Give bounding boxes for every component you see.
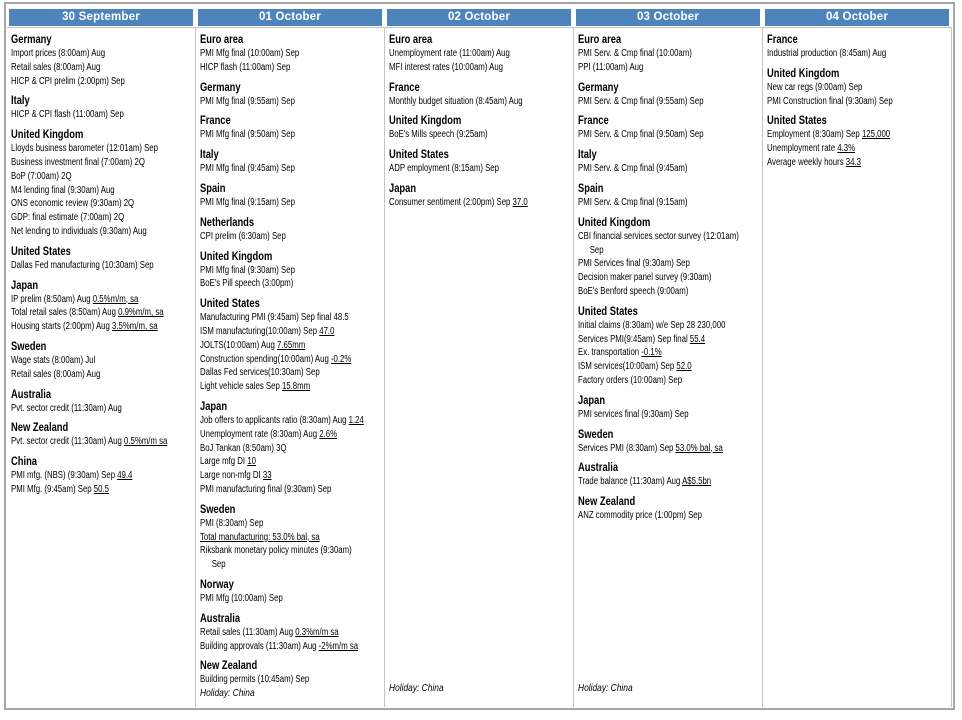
event-line xyxy=(11,259,153,273)
country-header: Japan xyxy=(11,277,39,292)
event-text: MFI interest rates (10:00am) Aug xyxy=(389,61,504,73)
event-text: Monthly budget situation (8:45am) Aug xyxy=(389,95,523,107)
event-line xyxy=(200,455,342,469)
event-text: Manufacturing PMI (9:45am) Sep final 48.5 xyxy=(200,312,349,324)
event-value: 55.4 xyxy=(689,333,706,345)
event-line xyxy=(578,257,720,271)
event-line xyxy=(578,47,720,61)
country-section xyxy=(200,606,382,654)
event-line xyxy=(200,626,342,640)
date-header: 04 October xyxy=(765,9,949,26)
event-line xyxy=(11,469,153,483)
country-header: Italy xyxy=(11,93,30,108)
event-value: 33 xyxy=(262,470,272,482)
event-text: ADP employment (8:15am) Sep xyxy=(389,163,499,175)
event-value: 10 xyxy=(247,456,256,468)
event-text: Wage stats (8:00am) Jul xyxy=(11,354,96,366)
event-line xyxy=(11,293,153,307)
country-header: Sweden xyxy=(200,501,236,516)
event-text: PMI Serv. & Cmp final (9:55am) Sep xyxy=(578,95,704,107)
event-text: IP prelim (8:50am) Aug xyxy=(11,293,91,305)
country-section xyxy=(200,75,382,109)
event-text: Unemployment rate (11:00am) Aug xyxy=(389,48,510,59)
event-text: PMI manufacturing final (9:30am) Sep xyxy=(200,483,332,495)
event-text: GDP: final estimate (7:00am) 2Q xyxy=(11,212,125,224)
event-text: PMI Services final (9:30am) Sep xyxy=(578,258,690,270)
country-section xyxy=(389,75,571,109)
country-header: Italy xyxy=(200,147,219,162)
event-line xyxy=(578,128,720,142)
event-line xyxy=(11,306,164,320)
event-value: 4.3% xyxy=(837,143,856,155)
event-text: Pvt. sector credit (11:30am) Aug xyxy=(11,402,122,414)
event-line xyxy=(200,544,352,558)
country-header: United States xyxy=(11,243,71,258)
country-header: Germany xyxy=(11,32,52,46)
event-line xyxy=(11,368,153,382)
event-line xyxy=(11,184,153,198)
country-header: Netherlands xyxy=(200,214,255,229)
event-text: Total retail sales (8:50am) Aug xyxy=(11,307,116,319)
country-section xyxy=(578,388,760,422)
event-text: PMI Serv. & Cmp final (10:00am) xyxy=(578,48,692,59)
event-line xyxy=(578,360,720,374)
event-text: New car regs (9:00am) Sep xyxy=(767,81,863,93)
country-header: Australia xyxy=(200,610,241,625)
event-value: 0.5%m/m, sa xyxy=(92,293,139,305)
event-value: 7.65mm xyxy=(277,339,306,351)
country-header: United States xyxy=(767,113,827,128)
event-value: 34.3 xyxy=(845,156,861,168)
country-header: United States xyxy=(200,296,260,311)
event-line xyxy=(578,509,720,523)
event-line xyxy=(200,61,342,75)
event-text: PPI (11:00am) Aug xyxy=(578,61,644,73)
event-line xyxy=(11,170,153,184)
event-line xyxy=(11,75,153,89)
event-text: Ex. transportation xyxy=(578,347,640,359)
event-line xyxy=(389,196,531,210)
event-value: 50.5 xyxy=(93,483,109,495)
event-line xyxy=(389,128,531,142)
country-section xyxy=(11,88,193,122)
event-text: PMI Mfg (10:00am) Sep xyxy=(200,592,283,604)
country-section xyxy=(200,244,382,292)
event-text: Building approvals (11:30am) Aug xyxy=(200,640,317,652)
event-line xyxy=(767,47,909,61)
event-line xyxy=(200,469,342,483)
event-text: BoE's Mills speech (9:25am) xyxy=(389,129,488,141)
country-section xyxy=(578,31,760,75)
event-text: Job offers to applicants ratio (8:30am) Aug xyxy=(200,414,347,426)
event-value: A$5.5bn xyxy=(682,476,712,488)
event-line xyxy=(11,211,153,225)
event-line xyxy=(578,346,720,360)
day-events xyxy=(7,27,196,707)
event-line xyxy=(767,128,909,142)
country-header: New Zealand xyxy=(200,658,258,673)
country-section xyxy=(11,122,193,239)
event-text: PMI (8:30am) Sep xyxy=(200,517,264,529)
country-header: China xyxy=(11,454,38,469)
event-line xyxy=(200,325,342,339)
country-header: France xyxy=(200,113,231,128)
event-line xyxy=(200,339,342,353)
event-text: HICP & CPI flash (11:00am) Sep xyxy=(11,109,124,121)
event-text: Dallas Fed manufacturing (10:30am) Sep xyxy=(11,259,154,271)
country-section xyxy=(389,142,571,176)
country-section xyxy=(11,382,193,416)
event-text: Net lending to individuals (9:30am) Aug xyxy=(11,225,147,237)
country-header: France xyxy=(767,32,798,46)
event-line xyxy=(200,95,342,109)
event-value: 3.5%m/m, sa xyxy=(112,321,158,333)
country-header: Germany xyxy=(578,79,619,94)
event-text: Retail sales (8:00am) Aug xyxy=(11,368,101,380)
event-line xyxy=(578,230,739,244)
event-value: 0.9%m/m, sa xyxy=(118,307,164,319)
event-line xyxy=(200,517,342,531)
event-line xyxy=(200,673,342,687)
country-header: Euro area xyxy=(200,32,244,46)
event-line xyxy=(578,95,720,109)
event-text: CBI financial services sector survey (12:01am) xyxy=(578,230,739,242)
event-value: 2.6% xyxy=(319,428,338,440)
event-line xyxy=(767,81,909,95)
event-line xyxy=(578,333,720,347)
event-text: Average weekly hours xyxy=(767,156,844,168)
event-line xyxy=(200,353,352,367)
country-header: United States xyxy=(389,147,449,162)
country-section xyxy=(578,210,760,299)
country-section xyxy=(11,334,193,382)
event-line xyxy=(578,374,720,388)
country-section xyxy=(578,108,760,142)
country-section xyxy=(11,31,193,88)
country-header: Euro area xyxy=(389,32,433,46)
event-line xyxy=(200,196,342,210)
event-value: -2%m/m sa xyxy=(318,640,359,652)
country-header: Australia xyxy=(11,386,52,401)
country-header: United Kingdom xyxy=(11,127,84,142)
event-text: PMI Mfg final (10:00am) Sep xyxy=(200,48,300,59)
event-text: Decision maker panel survey (9:30am) xyxy=(578,272,712,284)
event-line xyxy=(11,225,153,239)
event-value: 125,000 xyxy=(861,129,891,141)
event-line xyxy=(11,435,168,449)
country-section xyxy=(578,142,760,176)
event-line xyxy=(200,128,342,142)
event-line xyxy=(200,442,342,456)
event-line xyxy=(11,142,158,156)
event-line xyxy=(578,162,720,176)
event-text: Initial claims (8:30am) w/e Sep 28 230,000 xyxy=(578,319,726,331)
event-line xyxy=(578,475,720,489)
event-text: BoP (7:00am) 2Q xyxy=(11,170,72,182)
country-section xyxy=(11,449,193,497)
country-header: Japan xyxy=(389,180,417,195)
event-line xyxy=(200,162,342,176)
event-text: PMI Mfg final (9:55am) Sep xyxy=(200,95,295,107)
event-line xyxy=(389,162,531,176)
country-section xyxy=(389,108,571,142)
country-section xyxy=(200,394,382,497)
event-value: 47.0 xyxy=(319,325,335,337)
country-header: Spain xyxy=(200,180,226,195)
event-line xyxy=(200,531,342,545)
event-text: JOLTS(10:00am) Aug xyxy=(200,339,275,351)
country-section xyxy=(578,422,760,456)
event-line xyxy=(200,277,342,291)
event-text: Consumer sentiment (2:00pm) Sep xyxy=(389,196,511,208)
country-header: Japan xyxy=(200,398,228,413)
country-section xyxy=(767,61,949,109)
event-text: PMI Mfg final (9:15am) Sep xyxy=(200,196,295,208)
event-line xyxy=(578,442,723,456)
country-section xyxy=(578,489,760,523)
event-line xyxy=(200,558,342,572)
event-text: PMI Mfg final (9:50am) Sep xyxy=(200,129,295,141)
event-text: Pvt. sector credit (11:30am) Aug xyxy=(11,436,122,448)
event-text: ANZ commodity price (1:00pm) Sep xyxy=(578,510,702,522)
holiday-note: Holiday: China xyxy=(578,682,633,694)
event-line xyxy=(200,311,349,325)
event-line xyxy=(200,592,342,606)
country-header: Sweden xyxy=(11,338,47,353)
country-header: New Zealand xyxy=(11,420,69,435)
event-line xyxy=(11,156,153,170)
event-value: 49.4 xyxy=(117,470,133,482)
event-line xyxy=(578,271,720,285)
country-section xyxy=(767,31,949,61)
event-text: Industrial production (8:45am) Aug xyxy=(767,48,887,59)
event-text: Services PMI(9:45am) Sep final xyxy=(578,333,688,345)
country-section xyxy=(200,31,382,75)
day-column-2 xyxy=(196,9,385,707)
event-line xyxy=(200,230,342,244)
event-text: Housing starts (2:00pm) Aug xyxy=(11,321,110,333)
event-line xyxy=(200,483,342,497)
event-value: 52.0 xyxy=(676,361,692,373)
event-text: PMI Mfg final (9:45am) Sep xyxy=(200,163,295,175)
date-header: 30 September xyxy=(9,9,193,26)
event-line xyxy=(11,61,153,75)
event-text: PMI Mfg final (9:30am) Sep xyxy=(200,264,295,276)
event-text: PMI Serv. & Cmp final (9:45am) xyxy=(578,163,688,175)
event-line xyxy=(11,320,158,334)
event-line xyxy=(200,47,342,61)
event-line xyxy=(200,640,359,654)
event-text: ONS economic review (9:30am) 2Q xyxy=(11,198,135,210)
holiday-note: Holiday: China xyxy=(389,682,444,694)
event-text: Light vehicle sales Sep xyxy=(200,381,280,393)
event-line xyxy=(200,380,342,394)
event-line xyxy=(200,366,342,380)
country-header: Italy xyxy=(578,147,597,162)
country-header: New Zealand xyxy=(578,494,636,509)
day-column-4 xyxy=(574,9,763,707)
country-header: United Kingdom xyxy=(767,65,840,80)
country-header: France xyxy=(389,79,420,94)
date-header: 02 October xyxy=(387,9,571,26)
country-section xyxy=(200,176,382,210)
country-section xyxy=(578,455,760,489)
event-line xyxy=(389,61,531,75)
country-header: United Kingdom xyxy=(389,113,462,128)
event-value: 53.0% bal, sa xyxy=(675,442,723,454)
event-line xyxy=(200,428,342,442)
day-events xyxy=(385,27,574,707)
event-text: Sep xyxy=(211,559,226,571)
event-value: 37.0 xyxy=(512,196,528,208)
country-section xyxy=(200,291,382,394)
event-text: CPI prelim (6:30am) Sep xyxy=(200,230,286,242)
event-text: Unemployment rate xyxy=(767,143,836,155)
event-text: Large non-mfg DI xyxy=(200,470,261,482)
event-text: BoE's Pill speech (3:00pm) xyxy=(200,278,294,290)
event-text: BoE's Benford speech (9:00am) xyxy=(578,285,689,297)
event-line xyxy=(578,408,720,422)
event-line xyxy=(11,197,153,211)
country-section xyxy=(200,653,382,687)
event-line xyxy=(11,108,153,122)
day-column-1 xyxy=(7,9,196,707)
country-section xyxy=(389,176,571,210)
country-header: Japan xyxy=(578,392,606,407)
event-value: 0.5%m/m sa xyxy=(124,436,168,448)
event-line xyxy=(11,402,153,416)
event-text: ISM manufacturing(10:00am) Sep xyxy=(200,325,318,337)
event-text: PMI mfg. (NBS) (9:30am) Sep xyxy=(11,470,116,482)
event-line xyxy=(767,142,909,156)
event-line xyxy=(578,285,720,299)
country-header: Spain xyxy=(578,180,604,195)
day-events xyxy=(763,27,952,707)
country-header: France xyxy=(578,113,609,128)
country-section xyxy=(389,31,571,75)
event-text: Construction spending(10:00am) Aug xyxy=(200,353,329,365)
event-line xyxy=(578,61,720,75)
date-header: 03 October xyxy=(576,9,760,26)
event-text: Building permits (10:45am) Sep xyxy=(200,674,310,686)
event-value: 0.3%m/m sa xyxy=(295,626,339,638)
event-text: PMI services final (9:30am) Sep xyxy=(578,408,689,420)
country-header: Norway xyxy=(200,576,234,591)
event-value: 15.8mm xyxy=(281,381,311,393)
country-section xyxy=(578,75,760,109)
economic-calendar xyxy=(6,4,953,708)
event-value: Total manufacturing: 53.0% bal, sa xyxy=(200,531,320,543)
event-text: Services PMI (8:30am) Sep xyxy=(578,442,674,454)
day-column-5 xyxy=(763,9,952,707)
event-line xyxy=(578,244,720,258)
country-section xyxy=(200,108,382,142)
event-text: Lloyds business barometer (12:01am) Sep xyxy=(11,143,158,155)
event-line xyxy=(578,319,726,333)
event-value: -0.2% xyxy=(330,353,352,365)
event-text: Large mfg DI xyxy=(200,456,246,468)
date-header: 01 October xyxy=(198,9,382,26)
event-text: Business investment final (7:00am) 2Q xyxy=(11,156,145,168)
country-header: Germany xyxy=(200,79,241,94)
country-section xyxy=(578,176,760,210)
country-header: Sweden xyxy=(578,426,614,441)
event-text: BoJ Tankan (8:50am) 3Q xyxy=(200,442,287,454)
country-section xyxy=(11,239,193,273)
day-events xyxy=(574,27,763,707)
country-header: United Kingdom xyxy=(578,214,651,229)
event-text: Factory orders (10:00am) Sep xyxy=(578,374,683,386)
event-line xyxy=(578,196,720,210)
event-text: Retail sales (11:30am) Aug xyxy=(200,626,294,638)
event-text: Employment (8:30am) Sep xyxy=(767,129,860,141)
event-text: HICP & CPI prelim (2:00pm) Sep xyxy=(11,75,125,87)
event-text: Unemployment rate (8:30am) Aug xyxy=(200,428,318,440)
country-section xyxy=(200,210,382,244)
event-line xyxy=(767,95,909,109)
country-section xyxy=(200,142,382,176)
calendar-frame xyxy=(4,2,955,710)
country-header: Australia xyxy=(578,460,619,475)
country-section xyxy=(200,572,382,606)
event-text: PMI Serv. & Cmp final (9:50am) Sep xyxy=(578,129,704,141)
event-line xyxy=(11,483,153,497)
day-column-3 xyxy=(385,9,574,707)
country-section xyxy=(767,108,949,169)
country-section xyxy=(11,415,193,449)
event-line xyxy=(11,47,153,61)
country-section xyxy=(200,497,382,572)
event-line xyxy=(767,156,909,170)
day-events xyxy=(196,27,385,707)
event-text: Dallas Fed services(10:30am) Sep xyxy=(200,367,320,379)
country-header: Euro area xyxy=(578,32,622,46)
event-text: Retail sales (8:00am) Aug xyxy=(11,61,101,73)
event-text: PMI Mfg. (9:45am) Sep xyxy=(11,483,92,495)
event-text: ISM services(10:00am) Sep xyxy=(578,361,675,373)
event-text: M4 lending final (9:30am) Aug xyxy=(11,184,115,196)
event-text: PMI Serv. & Cmp final (9:15am) xyxy=(578,196,688,208)
event-line xyxy=(11,354,153,368)
event-text: PMI Construction final (9:30am) Sep xyxy=(767,95,893,107)
event-line xyxy=(389,95,531,109)
country-section xyxy=(11,273,193,334)
event-line xyxy=(200,264,342,278)
country-section xyxy=(578,299,760,388)
event-line xyxy=(200,414,364,428)
event-text: Sep xyxy=(589,244,604,256)
event-text: Import prices (8:00am) Aug xyxy=(11,48,106,59)
event-value: -0.1% xyxy=(641,347,662,359)
event-text: Riksbank monetary policy minutes (9:30am) xyxy=(200,545,352,557)
event-text: Trade balance (11:30am) Aug xyxy=(578,476,681,488)
event-value: 1.24 xyxy=(348,414,364,426)
holiday-note: Holiday: China xyxy=(200,687,255,700)
event-text: HICP flash (11:00am) Sep xyxy=(200,61,291,73)
country-header: United States xyxy=(578,303,638,318)
country-header: United Kingdom xyxy=(200,248,273,263)
event-line xyxy=(389,47,531,61)
